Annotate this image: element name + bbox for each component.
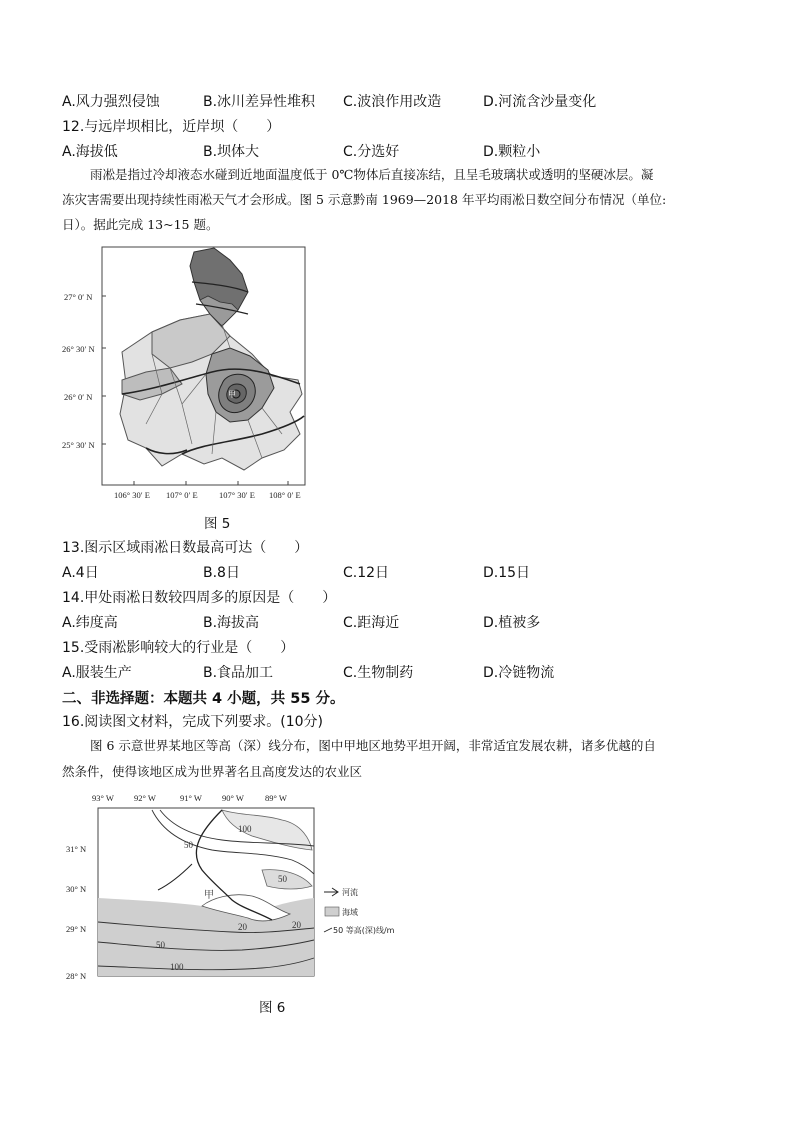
fig5-lon-107: 107° 0′ E bbox=[166, 490, 198, 500]
q12-stem: 12.与远岸坝相比，近岸坝（ ） bbox=[62, 119, 281, 135]
q13-option-b: B.8日 bbox=[203, 565, 240, 581]
q11-option-b: B.冰川差异性堆积 bbox=[203, 94, 316, 110]
fig6-contour-label: 20 bbox=[292, 920, 301, 930]
q15-option-a: A.服装生产 bbox=[62, 665, 132, 681]
river-legend-icon bbox=[324, 888, 338, 896]
legend-sea-label: 海域 bbox=[342, 908, 358, 917]
q14-stem: 14.甲处雨凇日数较四周多的原因是（ ） bbox=[62, 590, 337, 606]
fig6-caption: 图 6 bbox=[259, 1000, 286, 1016]
q15-option-b: B.食品加工 bbox=[203, 665, 274, 681]
q14-option-b: B.海拔高 bbox=[203, 615, 260, 631]
q13-stem: 13.图示区域雨凇日数最高可达（ ） bbox=[62, 540, 309, 556]
q15-option-d: D.冷链物流 bbox=[483, 665, 555, 681]
q13-option-d: D.15日 bbox=[483, 565, 531, 581]
fig6-legend bbox=[324, 887, 395, 935]
q16-stem: 16.阅读图文材料，完成下列要求。(10分) bbox=[62, 714, 324, 730]
figure-5-map bbox=[62, 244, 322, 504]
fig6-contour-label: 50 bbox=[184, 840, 193, 850]
passage1-line1: 雨凇是指过冷却液态水碰到近地面温度低于 0℃物体后直接冻结，且呈毛玻璃状或透明的坚硬冰层。凝 bbox=[90, 167, 654, 182]
q15-stem: 15.受雨凇影响较大的行业是（ ） bbox=[62, 640, 295, 656]
legend-contour-label: 50 等高(深)线/m bbox=[333, 926, 395, 935]
q11-option-a: A.风力强烈侵蚀 bbox=[62, 94, 160, 110]
q13-option-a: A.4日 bbox=[62, 565, 99, 581]
fig6-lat-29: 29° N bbox=[66, 924, 87, 934]
fig5-point-jia: 甲 bbox=[228, 390, 236, 399]
fig6-lon-91: 91° W bbox=[180, 793, 202, 803]
q12-option-b: B.坝体大 bbox=[203, 144, 260, 160]
legend-river-label: 河流 bbox=[342, 888, 358, 897]
sea-legend-icon bbox=[325, 907, 339, 916]
fig6-lat-30: 30° N bbox=[66, 884, 87, 894]
fig5-lon-107-30: 107° 30′ E bbox=[219, 490, 255, 500]
q16-material-line1: 图 6 示意世界某地区等高（深）线分布，图中甲地区地势平坦开阔，非常适宜发展农耕，诸多优越的自 bbox=[90, 738, 656, 753]
section2-title: 二、非选择题：本题共 4 小题，共 55 分。 bbox=[62, 691, 345, 707]
fig6-contour-label: 100 bbox=[170, 962, 184, 972]
fig6-lon-93: 93° W bbox=[92, 793, 114, 803]
passage1-line3: 日）。据此完成 13~15 题。 bbox=[62, 217, 219, 232]
q14-option-c: C.距海近 bbox=[343, 615, 400, 631]
figure-6-map bbox=[62, 790, 422, 988]
q16-material-line2: 然条件，使得该地区成为世界著名且高度发达的农业区 bbox=[62, 764, 363, 779]
q12-option-c: C.分选好 bbox=[343, 144, 400, 160]
q12-option-a: A.海拔低 bbox=[62, 144, 118, 160]
fig6-lat-31: 31° N bbox=[66, 844, 87, 854]
fig6-lat-28: 28° N bbox=[66, 971, 87, 981]
fig6-lon-89: 89° W bbox=[265, 793, 287, 803]
q15-option-c: C.生物制药 bbox=[343, 665, 414, 681]
fig5-lat-27: 27° 0′ N bbox=[64, 292, 93, 302]
q11-option-c: C.波浪作用改造 bbox=[343, 94, 442, 110]
fig6-point-jia: 甲 bbox=[204, 890, 214, 901]
fig5-lat-26: 26° 0′ N bbox=[64, 392, 93, 402]
fig6-lon-92: 92° W bbox=[134, 793, 156, 803]
q14-option-d: D.植被多 bbox=[483, 615, 541, 631]
fig6-contour-label: 100 bbox=[238, 824, 252, 834]
fig6-contour-label: 50 bbox=[156, 940, 165, 950]
q12-option-d: D.颗粒小 bbox=[483, 144, 541, 160]
fig5-caption: 图 5 bbox=[204, 516, 231, 532]
passage1-line2: 冻灾害需要出现持续性雨凇天气才会形成。图 5 示意黔南 1969—2018 年平均雨凇日数空间分布情况（单位: bbox=[62, 192, 667, 207]
fig6-lon-90: 90° W bbox=[222, 793, 244, 803]
contour-legend-icon bbox=[324, 928, 332, 932]
fig5-lon-108: 108° 0′ E bbox=[269, 490, 301, 500]
fig5-lat-26-30: 26° 30′ N bbox=[62, 344, 95, 354]
fig5-lon-106-30: 106° 30′ E bbox=[114, 490, 150, 500]
q11-option-d: D.河流含沙量变化 bbox=[483, 94, 597, 110]
fig6-contour-label: 50 bbox=[278, 874, 287, 884]
fig6-contour-label: 20 bbox=[238, 922, 247, 932]
fig5-lat-25-30: 25° 30′ N bbox=[62, 440, 95, 450]
q13-option-c: C.12日 bbox=[343, 565, 390, 581]
q14-option-a: A.纬度高 bbox=[62, 615, 118, 631]
